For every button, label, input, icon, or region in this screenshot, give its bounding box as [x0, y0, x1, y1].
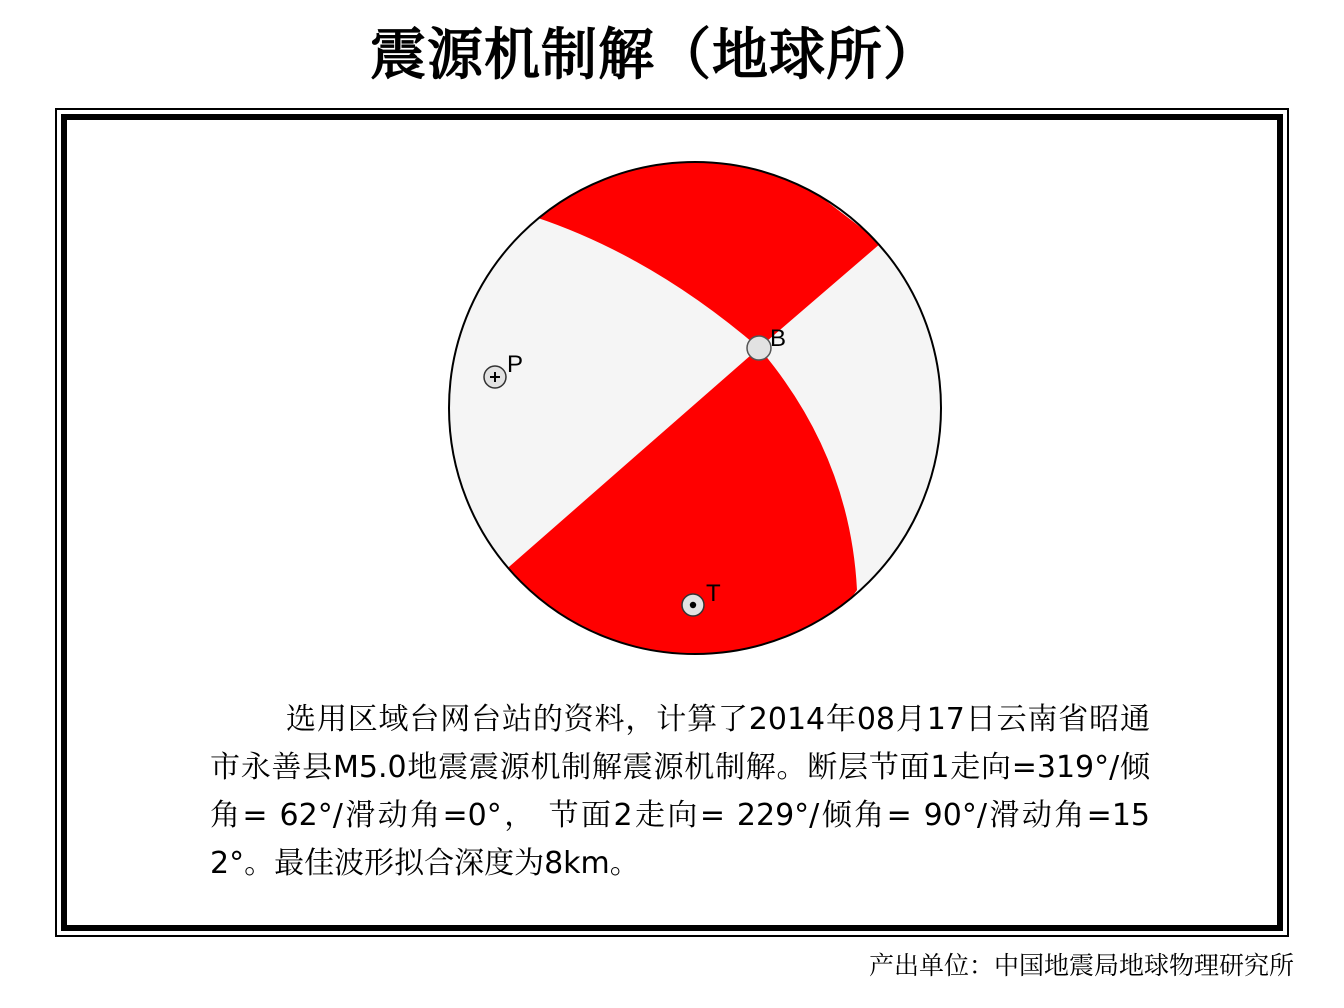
p-axis-marker	[484, 366, 506, 388]
b-axis-marker	[747, 336, 771, 360]
page-title: 震源机制解（地球所）	[370, 23, 940, 88]
t-axis-marker	[682, 594, 704, 616]
producer-credit: 产出单位：中国地震局地球物理研究所	[868, 951, 1294, 980]
b-axis-label: B	[770, 325, 787, 352]
mechanism-description: 选用区域台网台站的资料，计算了2014年08月17日云南省昭通市永善县M5.0地震震源机制解震源机制解。断层节面1走向=319°/倾角= 62°/滑动角=0°， 节面2走向= 229°/倾角= 90°/滑动角=152°。最佳波形拟合深度为8km。	[210, 702, 1150, 881]
t-axis-label: T	[706, 580, 721, 607]
p-axis-label: P	[507, 351, 524, 378]
